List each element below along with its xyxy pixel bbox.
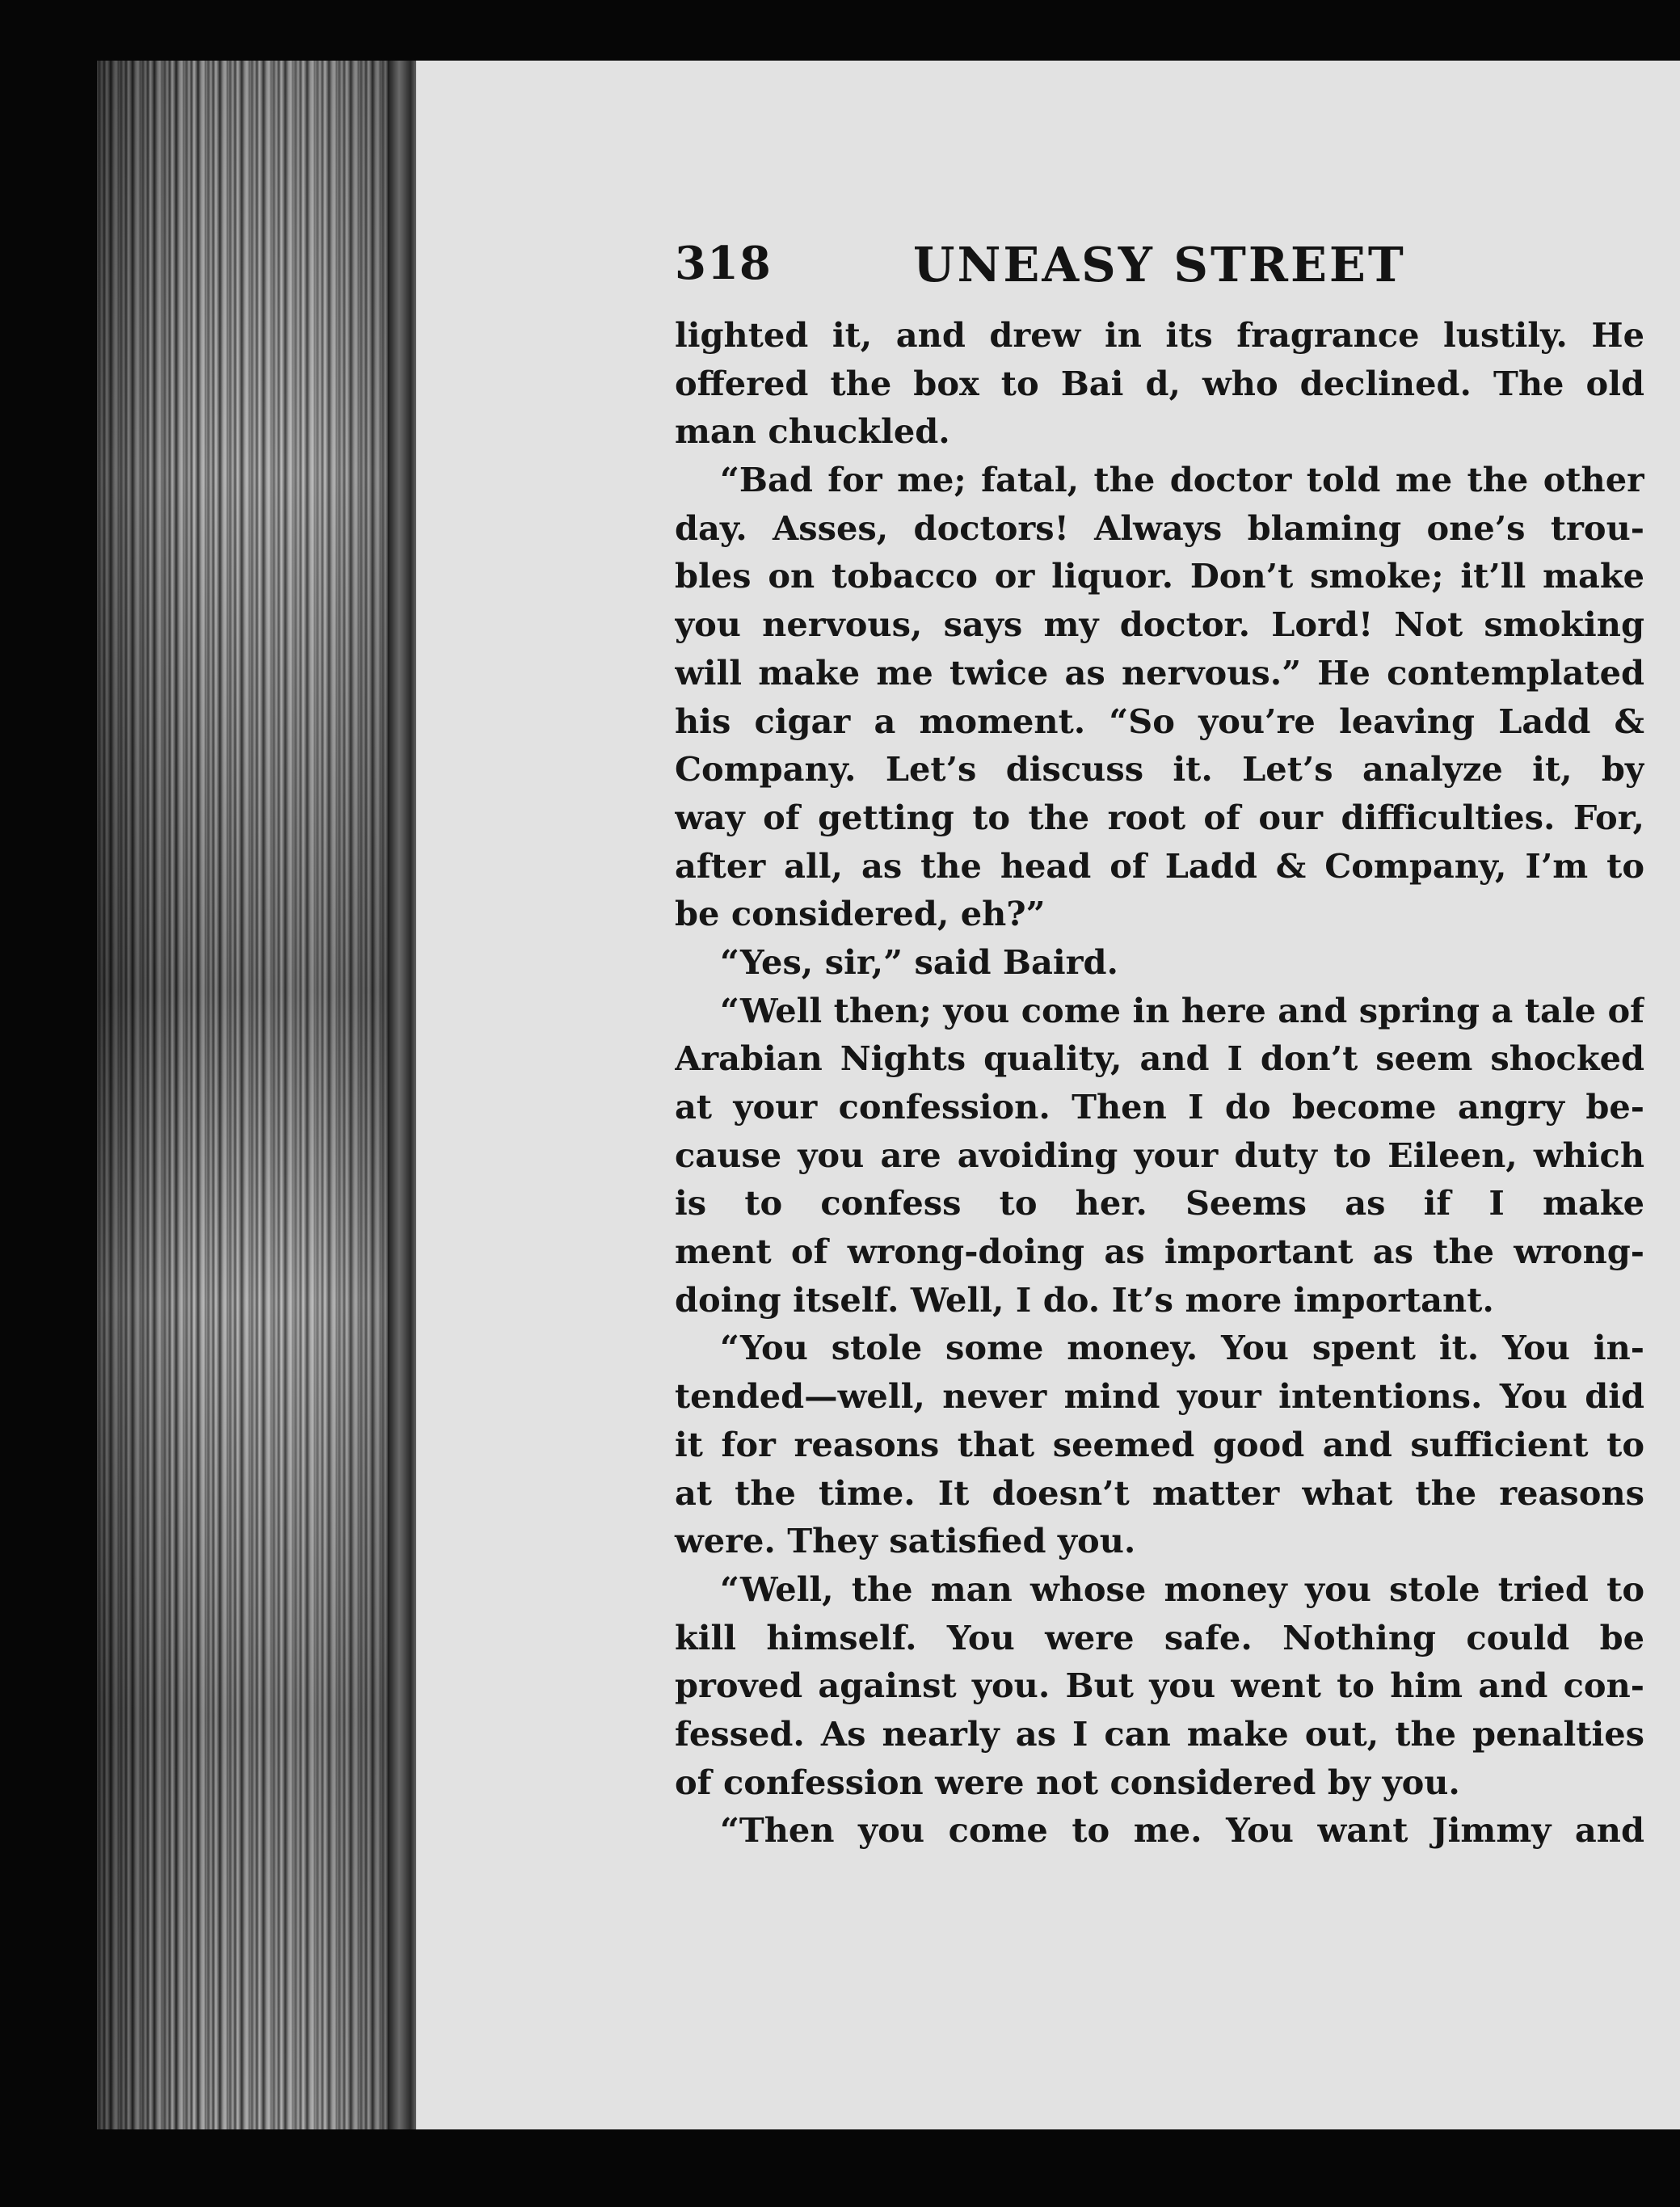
text-line: lighted it, and drew in its fragrance lustily. He xyxy=(675,315,1644,355)
text-line: “Then you come to me. You want Jimmy and xyxy=(720,1810,1644,1851)
text-line: after all, as the head of Ladd & Company, I’m to xyxy=(675,845,1644,886)
text-line: be considered, eh?” xyxy=(675,894,1046,934)
text-line: were. They satisfied you. xyxy=(675,1521,1136,1561)
book-gutter xyxy=(388,61,420,2129)
text-line: “Well, the man whose money you stole tried to xyxy=(720,1569,1644,1609)
body-text xyxy=(675,311,1644,1855)
text-line: it for reasons that seemed good and sufficient to xyxy=(675,1424,1644,1464)
text-line: doing itself. Well, I do. It’s more important. xyxy=(675,1279,1494,1320)
text-line: at the time. It doesn’t matter what the reasons xyxy=(675,1472,1644,1513)
page-edges-stack xyxy=(97,61,416,2129)
book-title: UNEASY STREET xyxy=(913,237,1406,293)
text-line: ment of wrong-doing as important as the wrong- xyxy=(675,1232,1644,1272)
running-head xyxy=(675,237,1483,301)
text-line: cause you are avoiding your duty to Eileen, which xyxy=(675,1135,1644,1175)
text-line: will make me twice as nervous.” He contemplated xyxy=(675,652,1644,693)
text-line: proved against you. But you went to him and con- xyxy=(675,1666,1644,1706)
text-line: you nervous, says my doctor. Lord! Not smoking xyxy=(675,604,1644,645)
text-line: day. Asses, doctors! Always blaming one’s trou- xyxy=(675,508,1644,548)
text-line: “Well then; you come in here and spring a tale of xyxy=(720,990,1644,1030)
page-number: 318 xyxy=(675,237,772,290)
text-line: “Yes, sir,” said Baird. xyxy=(720,941,1118,982)
text-line: Arabian Nights quality, and I don’t seem shocked xyxy=(675,1038,1644,1079)
text-line: tended—well, never mind your intentions. You did xyxy=(675,1376,1644,1417)
text-line: man chuckled. xyxy=(675,411,950,452)
text-line: way of getting to the root of our difficulties. For, xyxy=(675,797,1644,837)
text-line: fessed. As nearly as I can make out, the penalties xyxy=(675,1713,1644,1754)
text-line: offered the box to Bai d, who declined. The old xyxy=(675,363,1644,403)
text-line: bles on tobacco or liquor. Don’t smoke; it’ll make xyxy=(675,556,1644,596)
text-line: of confession were not considered by you. xyxy=(675,1762,1460,1802)
text-line: at your confession. Then I do become angry be- xyxy=(675,1087,1644,1127)
text-line: Company. Let’s discuss it. Let’s analyze it, by xyxy=(675,749,1644,790)
text-line: “You stole some money. You spent it. You in- xyxy=(720,1328,1644,1368)
text-line: “Bad for me; fatal, the doctor told me the other xyxy=(720,460,1644,500)
text-line: is to confess to her. Seems as if I make xyxy=(675,1183,1644,1224)
text-line: kill himself. You were safe. Nothing could be xyxy=(675,1617,1644,1657)
text-line: his cigar a moment. “So you’re leaving Ladd & xyxy=(675,701,1644,741)
